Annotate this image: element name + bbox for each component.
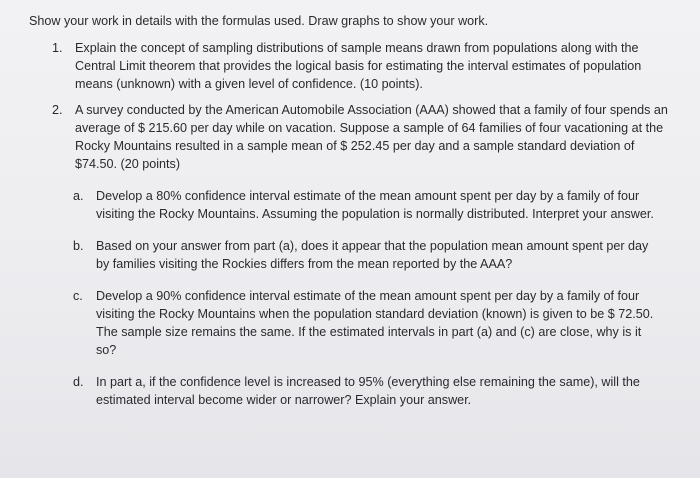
- question-2: [29, 101, 670, 173]
- part-letter: a.: [73, 189, 84, 203]
- question-text: A survey conducted by the American Automobile Association (AAA) showed that a family of four spends an average of $ 215.60 per day while on vacation. Suppose a sample of 64 families of four vacationing at the Rocky Mountains resulted in a sample mean of $ 252.45 per day and a sample standard deviation of $74.50. (20 points): [75, 103, 668, 171]
- part-b: [29, 237, 670, 273]
- part-text: Develop a 90% confidence interval estimate of the mean amount spent per day by a family of four visiting the Rocky Mountains when the population standard deviation (known) is given to be $ 72.50. The sample size remains the same. If the estimated intervals in part (a) and (c) are close, why is it so?: [96, 289, 654, 357]
- question-1: [29, 39, 670, 93]
- part-d: [29, 373, 670, 409]
- part-letter: d.: [73, 375, 84, 389]
- part-letter: b.: [73, 239, 84, 253]
- part-text: Based on your answer from part (a), does it appear that the population mean amount spent per day by families visiting the Rockies differs from the mean reported by the AAA?: [96, 239, 649, 271]
- part-text: In part a, if the confidence level is increased to 95% (everything else remaining the same), will the estimated interval become wider or narrower? Explain your answer.: [96, 375, 640, 407]
- question-number: 1.: [52, 41, 63, 55]
- part-text: Develop a 80% confidence interval estimate of the mean amount spent per day by a family of four visiting the Rocky Mountains. Assuming the population is normally distributed. Interpret your answer.: [96, 189, 654, 221]
- question-number: 2.: [52, 103, 63, 117]
- part-c: [29, 287, 670, 359]
- instruction-text: Show your work in details with the formulas used. Draw graphs to show your work.: [29, 14, 489, 28]
- part-a: [29, 187, 670, 223]
- question-text: Explain the concept of sampling distributions of sample means drawn from populations along with the Central Limit theorem that provides the logical basis for estimating the interval estimates of population means (unknown) with a given level of confidence. (10 points).: [75, 41, 642, 91]
- question-2-parts: [29, 187, 670, 409]
- part-letter: c.: [73, 289, 83, 303]
